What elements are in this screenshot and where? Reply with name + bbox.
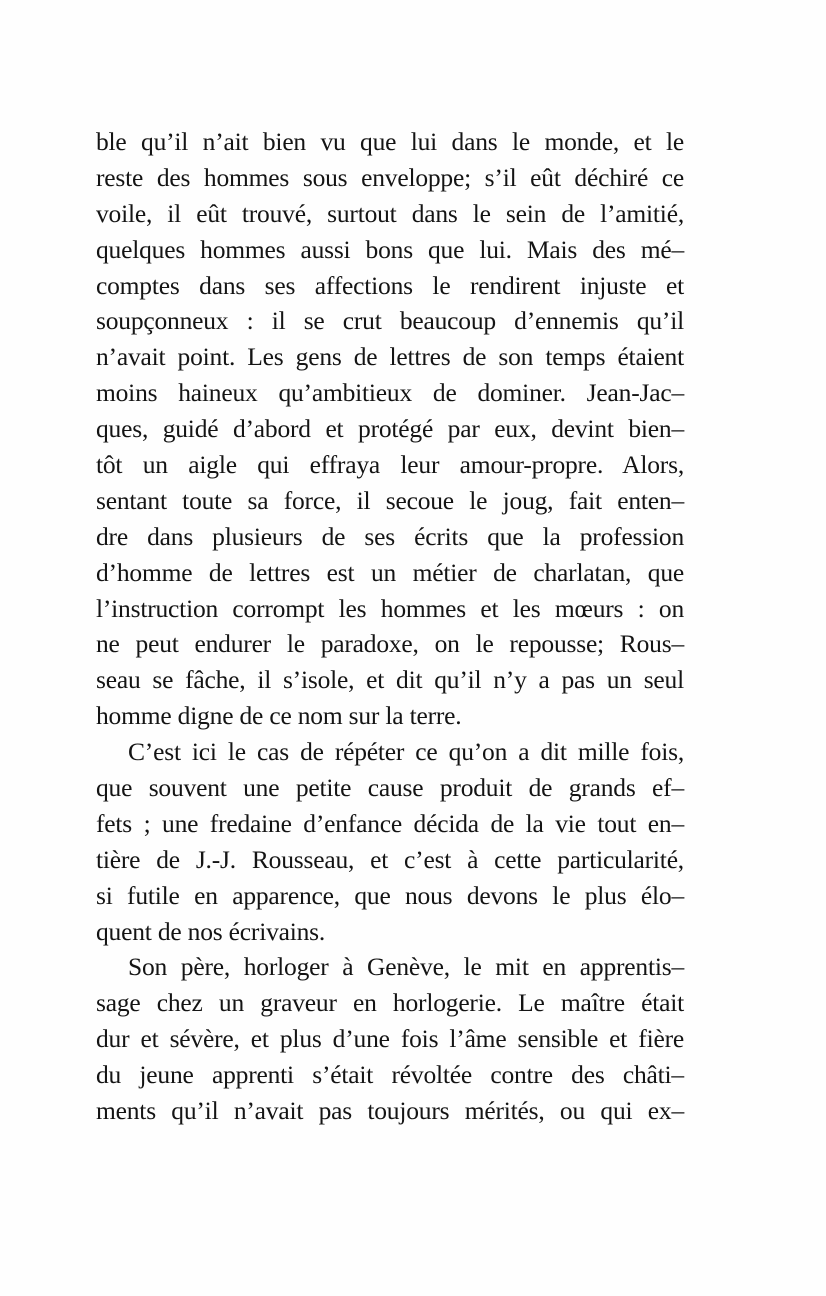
text-line: quent de nos écrivains. — [96, 916, 326, 946]
text-line: que souvent une petite cause produit de grands ef– — [96, 773, 684, 803]
text-line: reste des hommes sous enveloppe; s’il eût déchiré ce — [96, 162, 684, 192]
text-line: tôt un aigle qui effraya leur amour-propre. Alors, — [96, 450, 684, 480]
text-line: fets ; une fredaine d’enfance décida de la vie tout en– — [96, 808, 684, 838]
text-line: homme digne de ce nom sur la terre. — [96, 701, 462, 731]
text-line: ments qu’il n’avait pas toujours mérités, ou qui ex– — [96, 1096, 684, 1126]
paragraph-1 — [96, 124, 684, 734]
text-line: si futile en apparence, que nous devons le plus élo– — [96, 880, 684, 910]
paragraph-2 — [96, 734, 684, 949]
text-line: d’homme de lettres est un métier de charlatan, que — [96, 557, 684, 587]
text-line: dre dans plusieurs de ses écrits que la profession — [96, 521, 684, 551]
text-line: Son père, horloger à Genève, le mit en apprentis– — [128, 952, 684, 982]
text-line: voile, il eût trouvé, surtout dans le sein de l’amitié, — [96, 198, 684, 228]
text-line: sage chez un graveur en horlogerie. Le maître était — [96, 988, 684, 1018]
text-line: sentant toute sa force, il secoue le joug, fait enten– — [96, 485, 684, 515]
text-line: quelques hommes aussi bons que lui. Mais des mé– — [96, 234, 684, 264]
text-line: C’est ici le cas de répéter ce qu’on a dit mille fois, — [128, 737, 684, 767]
text-line: tière de J.-J. Rousseau, et c’est à cette particularité, — [96, 844, 684, 874]
text-line: seau se fâche, il s’isole, et dit qu’il n’y a pas un seul — [96, 665, 684, 695]
page-body-text — [96, 124, 684, 1129]
text-line: du jeune apprenti s’était révoltée contre des châti– — [96, 1060, 684, 1090]
text-line: ques, guidé d’abord et protégé par eux, devint bien– — [96, 414, 684, 444]
text-line: moins haineux qu’ambitieux de dominer. Jean-Jac– — [96, 378, 684, 408]
text-line: ne peut endurer le paradoxe, on le repousse; Rous– — [96, 629, 684, 659]
text-line: l’instruction corrompt les hommes et les mœurs : on — [96, 593, 684, 623]
paragraph-3 — [96, 949, 684, 1128]
text-line: ble qu’il n’ait bien vu que lui dans le monde, et le — [96, 127, 684, 156]
text-line: soupçonneux : il se crut beaucoup d’ennemis qu’il — [96, 306, 684, 336]
text-line: n’avait point. Les gens de lettres de son temps étaient — [96, 342, 684, 372]
text-line: dur et sévère, et plus d’une fois l’âme sensible et fière — [96, 1024, 684, 1054]
text-line: comptes dans ses affections le rendirent injuste et — [96, 270, 684, 300]
